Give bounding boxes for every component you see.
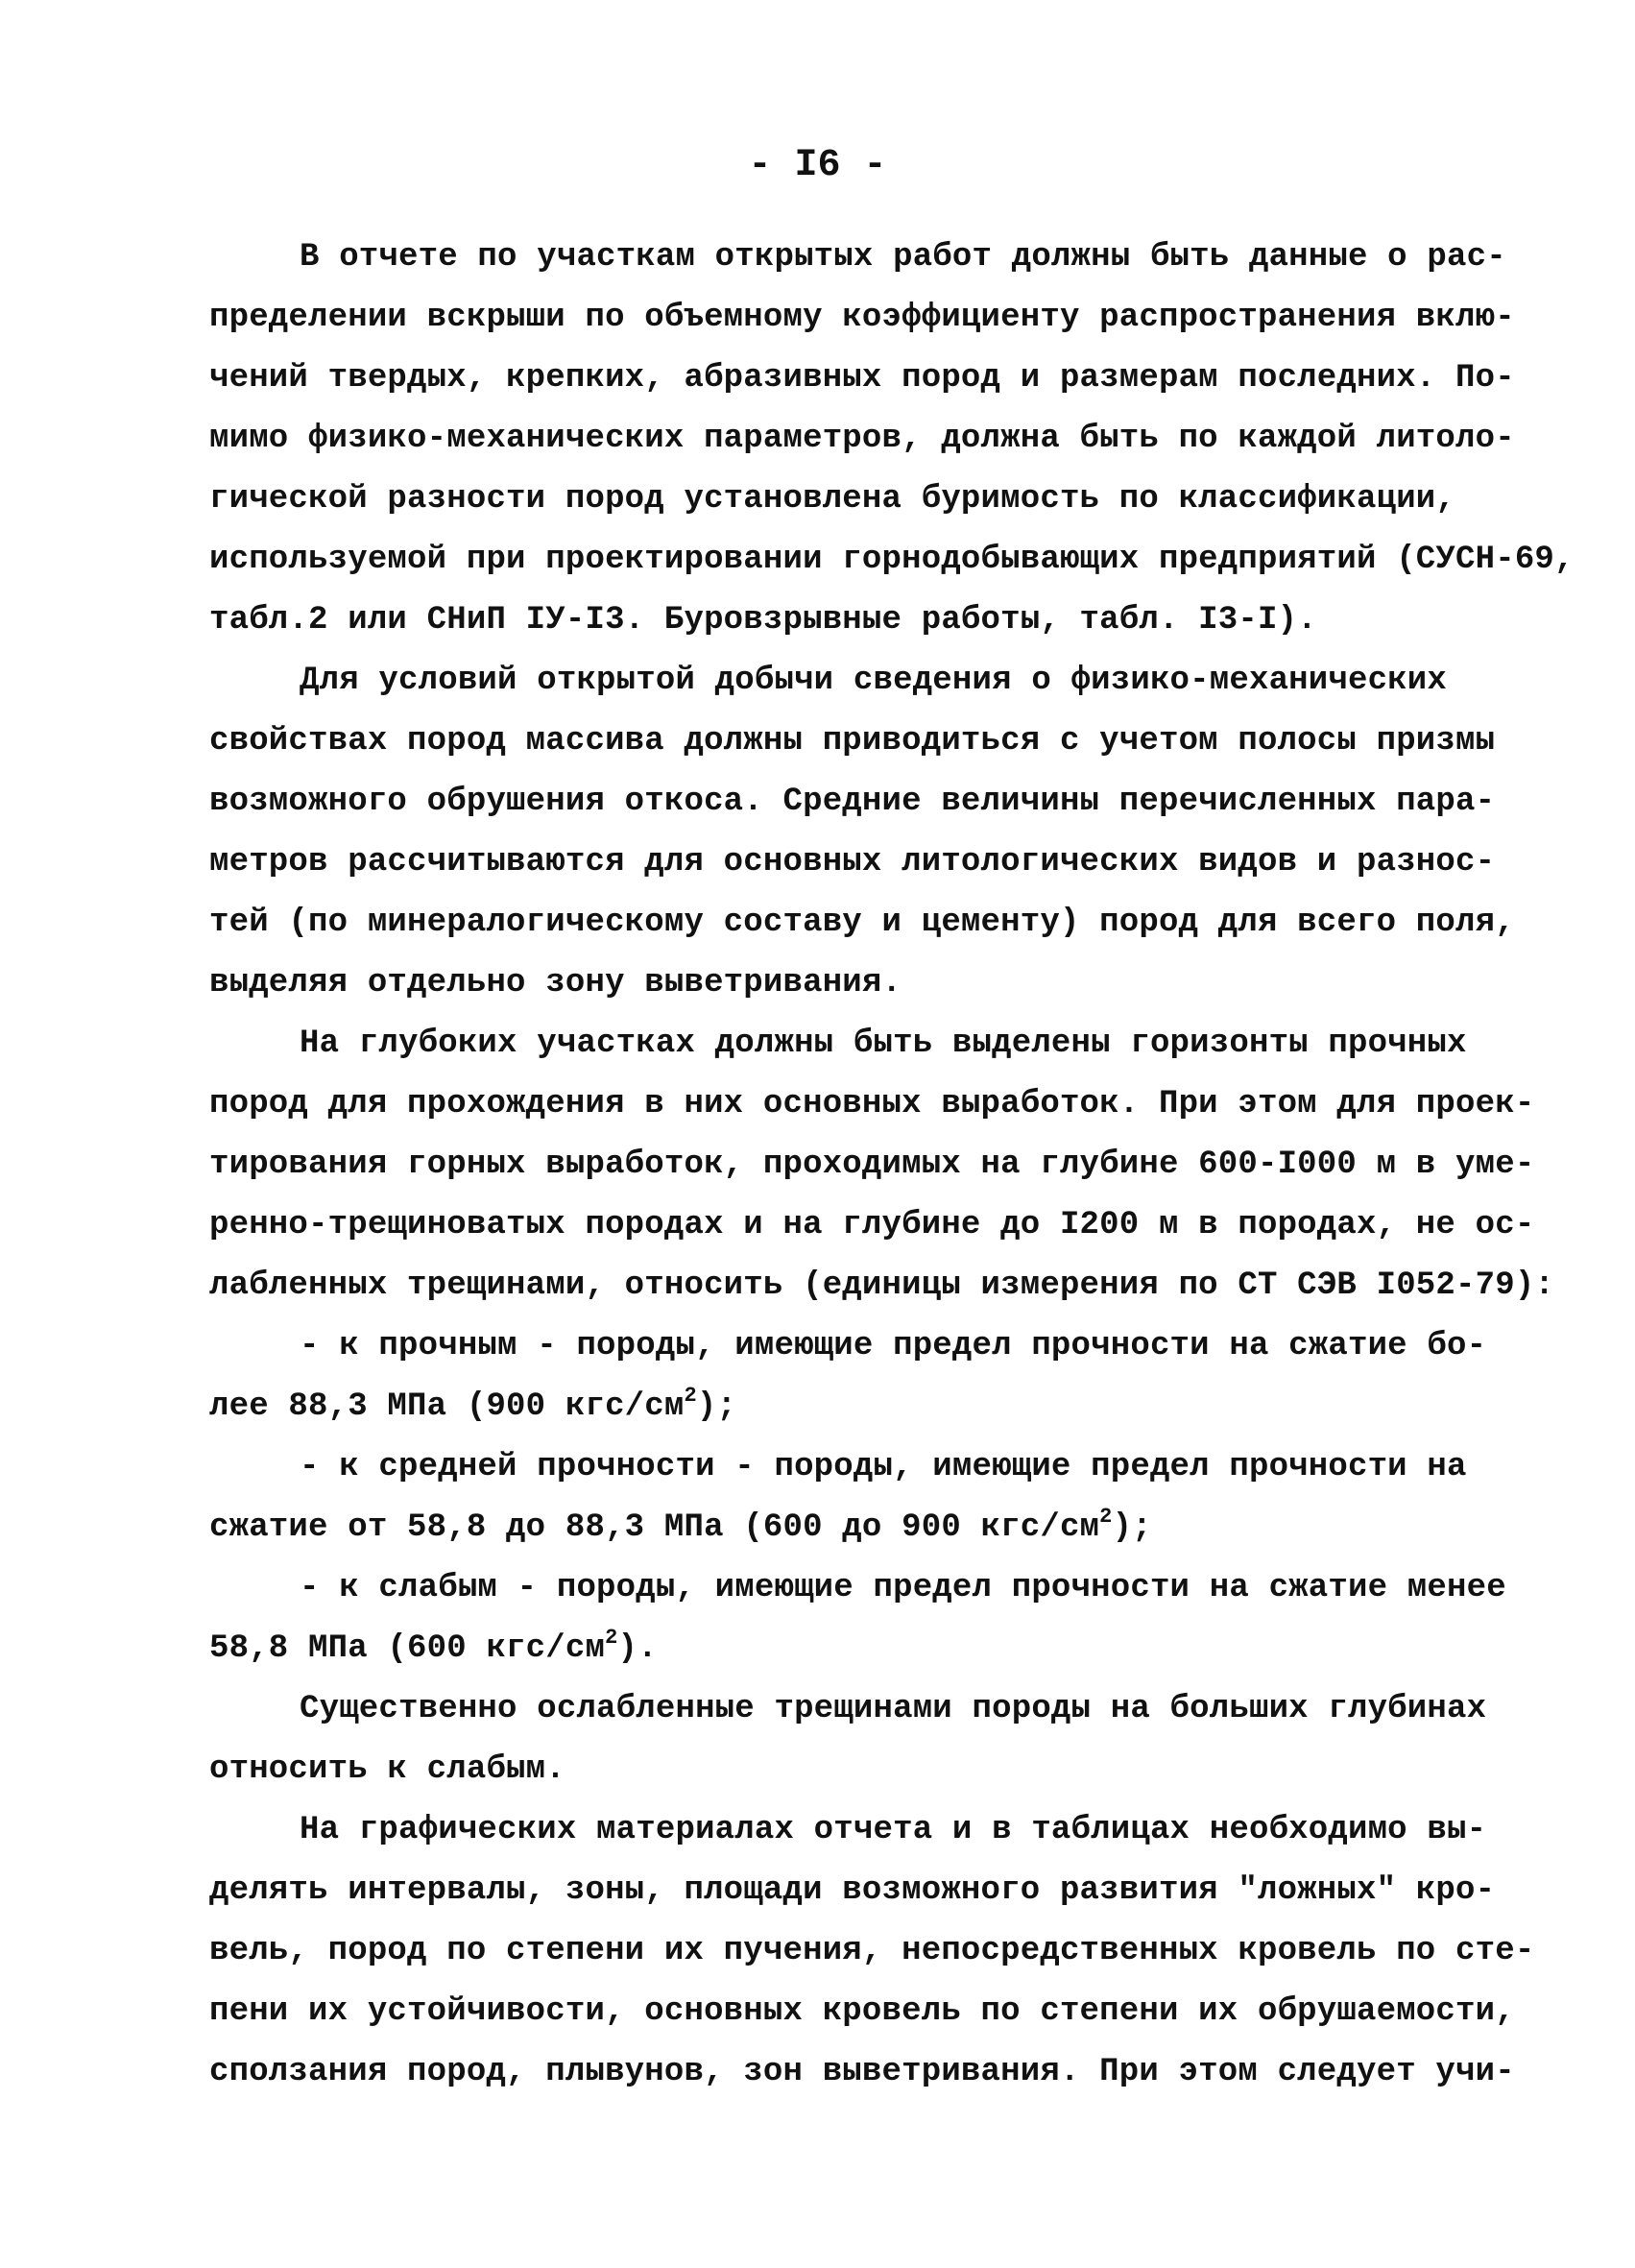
- paragraph-1-line-2: пределении вскрыши по объемному коэффициенту распространения вклю-: [209, 300, 1515, 336]
- paragraph-5-line-5: сползания пород, плывунов, зон выветривания. При этом следует учи-: [209, 2054, 1515, 2090]
- paragraph-2-line-2: свойствах пород массива должны приводиться с учетом полосы призмы: [209, 723, 1496, 760]
- list-item-weak-line-2: [209, 1626, 658, 1668]
- page-number: - I6 -: [748, 144, 887, 187]
- paragraph-3-line-1: На глубоких участках должны быть выделены горизонты прочных: [300, 1025, 1467, 1062]
- list-item-strong-line-1: - к прочным - породы, имеющие предел прочности на сжатие бо-: [300, 1328, 1487, 1364]
- paragraph-3-line-4: ренно-трещиноватых породах и на глубине до I200 м в породах, не ос-: [209, 1207, 1535, 1243]
- list-item-medium-text: сжатие от 58,8 до 88,3 МПа (600 до 900 кгс/см: [209, 1509, 1100, 1546]
- list-item-medium-line-2: [209, 1505, 1152, 1547]
- paragraph-5-line-2: делять интервалы, зоны, площади возможного развития "ложных" кро-: [209, 1872, 1496, 1909]
- paragraph-5-line-4: пени их устойчивости, основных кровель по степени их обрушаемости,: [209, 1993, 1515, 2030]
- list-item-weak-end: ).: [617, 1630, 658, 1667]
- paragraph-1-line-7: табл.2 или СНиП IУ-I3. Буровзрывные работы, табл. I3-I).: [209, 602, 1317, 639]
- paragraph-3-line-5: лабленных трещинами, относить (единицы измерения по СТ СЭВ I052-79):: [209, 1267, 1555, 1304]
- paragraph-1-line-5: гической разности пород установлена буримость по классификации,: [209, 481, 1456, 518]
- paragraph-5-line-1: На графических материалах отчета и в таблицах необходимо вы-: [300, 1812, 1487, 1848]
- paragraph-4-line-2: относить к слабым.: [209, 1751, 565, 1788]
- list-item-weak-line-1: - к слабым - породы, имеющие предел прочности на сжатие менее: [300, 1570, 1506, 1606]
- superscript-2: 2: [1099, 1505, 1113, 1529]
- list-item-strong-end: );: [696, 1388, 737, 1425]
- paragraph-1-line-6: используемой при проектировании горнодобывающих предприятий (СУСН-69,: [209, 542, 1575, 578]
- list-item-strong-line-2: [209, 1384, 737, 1426]
- paragraph-2-line-6: выделяя отдельно зону выветривания.: [209, 965, 902, 1001]
- paragraph-1-line-1: В отчете по участкам открытых работ должны быть данные о рас-: [300, 239, 1506, 276]
- paragraph-5-line-3: вель, пород по степени их пучения, непосредственных кровель по сте-: [209, 1933, 1535, 1969]
- list-item-medium-end: );: [1112, 1509, 1152, 1546]
- paragraph-4-line-1: Существенно ослабленные трещинами породы на больших глубинах: [300, 1691, 1487, 1727]
- list-item-strong-text: лее 88,3 МПа (900 кгс/см: [209, 1388, 685, 1425]
- paragraph-2-line-1: Для условий открытой добычи сведения о физико-механических: [300, 663, 1447, 699]
- list-item-medium-line-1: - к средней прочности - породы, имеющие предел прочности на: [300, 1449, 1467, 1485]
- paragraph-3-line-2: пород для прохождения в них основных выработок. При этом для проек-: [209, 1086, 1535, 1122]
- paragraph-2-line-5: тей (по минералогическому составу и цементу) пород для всего поля,: [209, 905, 1515, 941]
- paragraph-2-line-3: возможного обрушения откоса. Средние величины перечисленных пара-: [209, 784, 1496, 820]
- superscript-2: 2: [605, 1626, 618, 1650]
- paragraph-2-line-4: метров рассчитываются для основных литологических видов и разнос-: [209, 844, 1496, 881]
- list-item-weak-text: 58,8 МПа (600 кгс/см: [209, 1630, 606, 1667]
- paragraph-1-line-4: мимо физико-механических параметров, должна быть по каждой литоло-: [209, 421, 1515, 457]
- paragraph-3-line-3: тирования горных выработок, проходимых на глубине 600-I000 м в уме-: [209, 1146, 1535, 1183]
- superscript-2: 2: [684, 1384, 697, 1408]
- paragraph-1-line-3: чений твердых, крепких, абразивных пород и размерам последних. По-: [209, 360, 1515, 397]
